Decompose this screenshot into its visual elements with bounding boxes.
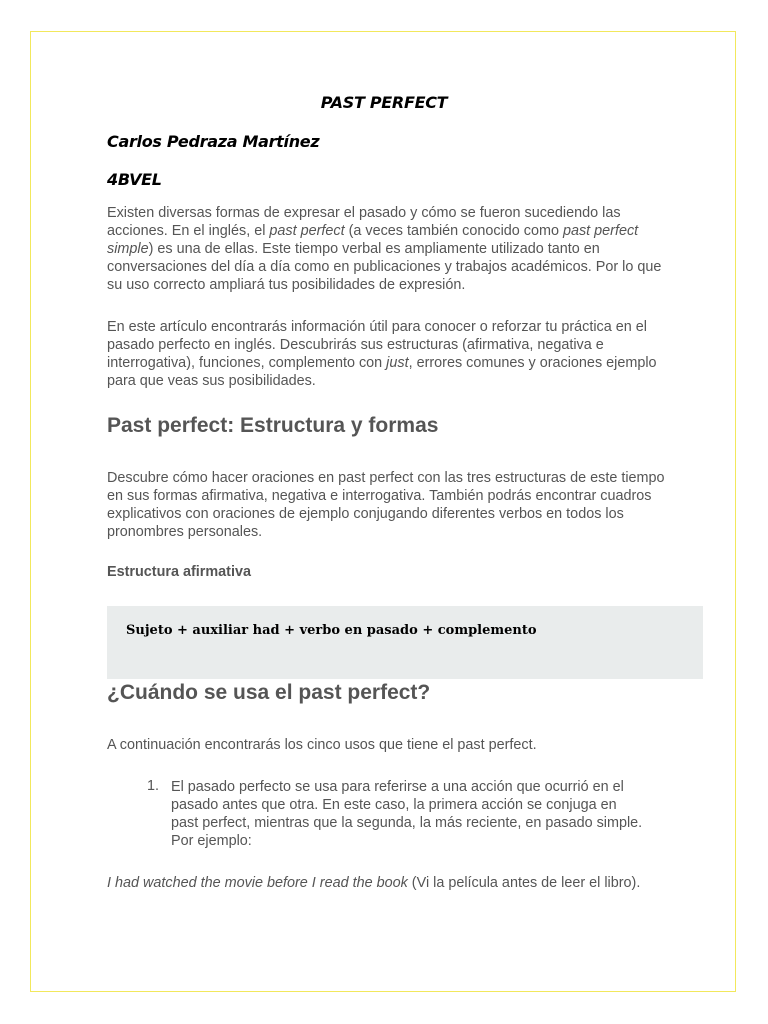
formula-text: Sujeto + auxiliar had + verbo en pasado + complemento	[126, 623, 537, 638]
list-item-number: 1.	[147, 778, 160, 794]
example-sentence: I had watched the movie before I read the book (Vi la película antes de leer el libro).	[107, 875, 641, 891]
section-heading-structure: Past perfect: Estructura y formas	[107, 414, 439, 437]
structure-paragraph: Descubre cómo hacer oraciones en past perfect con las tres estructuras de este tiempo en sus formas afirmativa, negativa e interrogativa. También podrás encontrar cuadros explicativos con oraciones de ejemplo conjugando diferentes verbos en todos los pronombres personales.	[107, 470, 665, 540]
subheading-affirmative: Estructura afirmativa	[107, 564, 251, 580]
intro-paragraph-2: En este artículo encontrarás información útil para conocer o reforzar tu práctica en el pasado perfecto en inglés. Descubrirás sus estructuras (afirmativa, negativa e interrogativa), funciones, complemento con just, errores comunes y oraciones ejemplo para que veas sus posibilidades.	[107, 319, 657, 389]
intro-paragraph-1: Existen diversas formas de expresar el pasado y cómo se fueron sucediendo las acciones. En el inglés, el past perfect (a veces también conocido como past perfect simple) es una de ellas. Este tiempo verbal es ampliamente utilizado tanto en conversaciones del día a día como en publicaciones y trabajos académicos. Por lo que su uso correcto ampliará tus posibilidades de expresión.	[107, 205, 662, 293]
section-heading-usage: ¿Cuándo se usa el past perfect?	[107, 681, 431, 704]
formula-box	[107, 606, 703, 679]
list-item-text: El pasado perfecto se usa para referirse a una acción que ocurrió en el pasado antes que otra. En este caso, la primera acción se conjuga en past perfect, mientras que la segunda, la más reciente, en pasado simple. Por ejemplo:	[171, 779, 643, 849]
author-name: Carlos Pedraza Martínez	[107, 132, 320, 151]
group-label: 4BVEL	[107, 170, 162, 189]
usage-paragraph: A continuación encontrarás los cinco usos que tiene el past perfect.	[107, 737, 537, 753]
document-title: PAST PERFECT	[320, 93, 448, 112]
